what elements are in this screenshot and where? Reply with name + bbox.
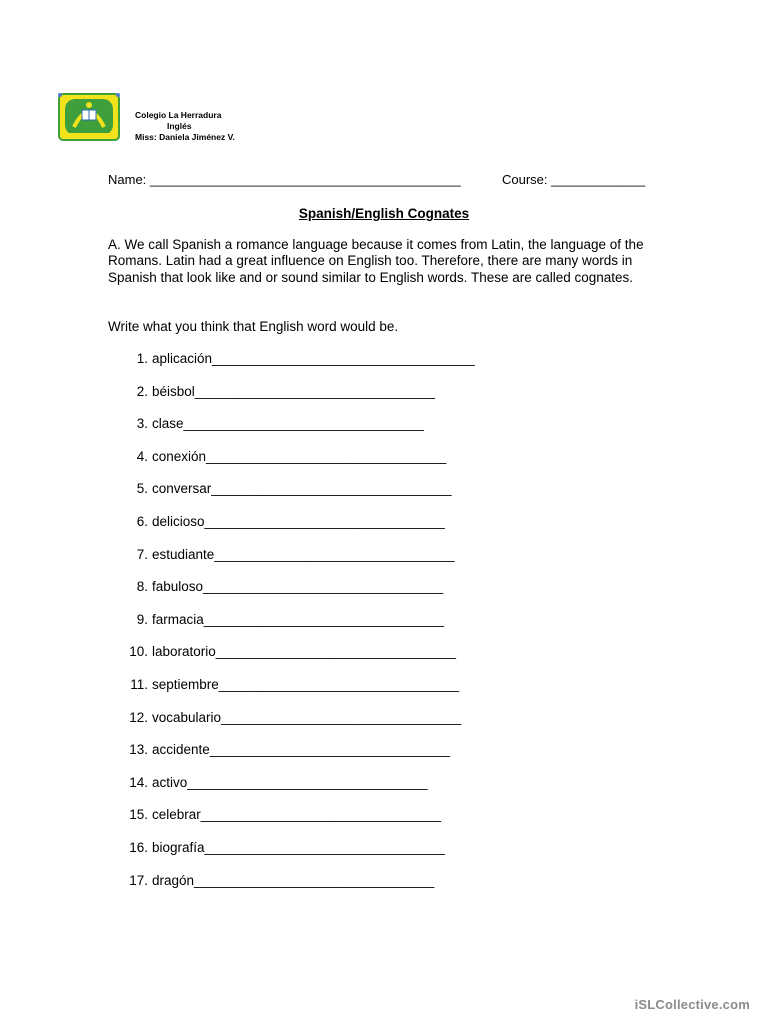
item-number: 17. — [129, 872, 148, 888]
list-item[interactable] — [0, 807, 700, 825]
item-number: 3. — [136, 416, 148, 432]
item-word-with-answer-line[interactable]: biografía________________________________ — [152, 840, 445, 855]
item-number: 12. — [129, 709, 148, 725]
list-item[interactable] — [0, 644, 700, 662]
list-item[interactable] — [0, 579, 700, 597]
item-number: 8. — [136, 579, 148, 595]
list-item[interactable] — [0, 710, 700, 728]
list-item[interactable] — [0, 449, 700, 467]
item-number: 11. — [130, 677, 148, 692]
list-item[interactable] — [0, 481, 700, 499]
item-word-with-answer-line[interactable]: celebrar________________________________ — [152, 807, 442, 823]
item-number: 5. — [136, 481, 148, 497]
item-word-with-answer-line[interactable]: conversar________________________________ — [152, 481, 452, 497]
item-word-with-answer-line[interactable]: clase________________________________ — [152, 416, 424, 432]
item-word-with-answer-line[interactable]: estudiante________________________________ — [152, 546, 455, 562]
item-word-with-answer-line[interactable]: activo________________________________ — [152, 774, 428, 790]
instruction-text: Write what you think that English word would be. — [108, 319, 399, 334]
item-word-with-answer-line[interactable]: delicioso________________________________ — [152, 514, 445, 529]
item-number: 16. — [129, 840, 148, 855]
list-item[interactable] — [0, 742, 700, 760]
list-item[interactable] — [0, 612, 700, 630]
list-item[interactable] — [0, 416, 700, 434]
item-number: 7. — [136, 546, 148, 562]
school-name: Colegio La Herradura — [135, 110, 222, 120]
list-item[interactable] — [0, 514, 700, 532]
list-item[interactable] — [0, 351, 700, 369]
intro-paragraph: A. We call Spanish a romance language because it comes from Latin, the language of the Romans. Latin had a great influence on English too. Therefore, there are many words in Spanish that look like and or sound similar to English words. These are called cognates. — [108, 237, 644, 285]
item-number: 1. — [136, 351, 148, 366]
item-number: 9. — [136, 611, 148, 627]
list-item[interactable] — [0, 873, 700, 891]
item-number: 14. — [129, 774, 148, 790]
item-word-with-answer-line[interactable]: accidente________________________________ — [152, 742, 451, 758]
item-number: 10. — [129, 644, 148, 660]
item-number: 13. — [129, 742, 148, 758]
item-word-with-answer-line[interactable]: vocabulario________________________________ — [152, 709, 462, 725]
list-item[interactable] — [0, 775, 700, 793]
item-word-with-answer-line[interactable]: conexión________________________________ — [152, 448, 447, 464]
watermark: iSLCollective.com — [634, 997, 750, 1012]
name-field-line[interactable]: Name: ___________________________________________ — [108, 172, 461, 187]
list-item[interactable] — [0, 840, 700, 858]
item-word-with-answer-line[interactable]: dragón________________________________ — [152, 872, 435, 888]
list-item[interactable] — [0, 384, 700, 402]
item-word-with-answer-line[interactable]: farmacia________________________________ — [152, 611, 445, 627]
school-info — [135, 110, 235, 143]
list-item[interactable] — [0, 677, 700, 695]
item-number: 6. — [136, 514, 148, 529]
subject-name: Inglés — [167, 121, 192, 131]
list-item[interactable] — [0, 547, 700, 565]
item-number: 4. — [136, 448, 148, 464]
teacher-name: Miss: Daniela Jiménez V. — [135, 132, 235, 142]
item-word-with-answer-line[interactable]: septiembre________________________________ — [152, 677, 460, 692]
item-word-with-answer-line[interactable]: laboratorio________________________________ — [152, 644, 457, 660]
item-word-with-answer-line[interactable]: fabuloso________________________________ — [152, 579, 444, 595]
item-word-with-answer-line[interactable]: béisbol________________________________ — [152, 383, 436, 399]
school-logo — [58, 93, 120, 141]
worksheet-title: Spanish/English Cognates — [298, 206, 470, 221]
item-number: 15. — [129, 807, 148, 823]
course-field-line[interactable]: Course: _____________ — [502, 172, 646, 187]
item-number: 2. — [136, 383, 148, 399]
item-word-with-answer-line[interactable]: aplicación___________________________________ — [152, 351, 475, 366]
